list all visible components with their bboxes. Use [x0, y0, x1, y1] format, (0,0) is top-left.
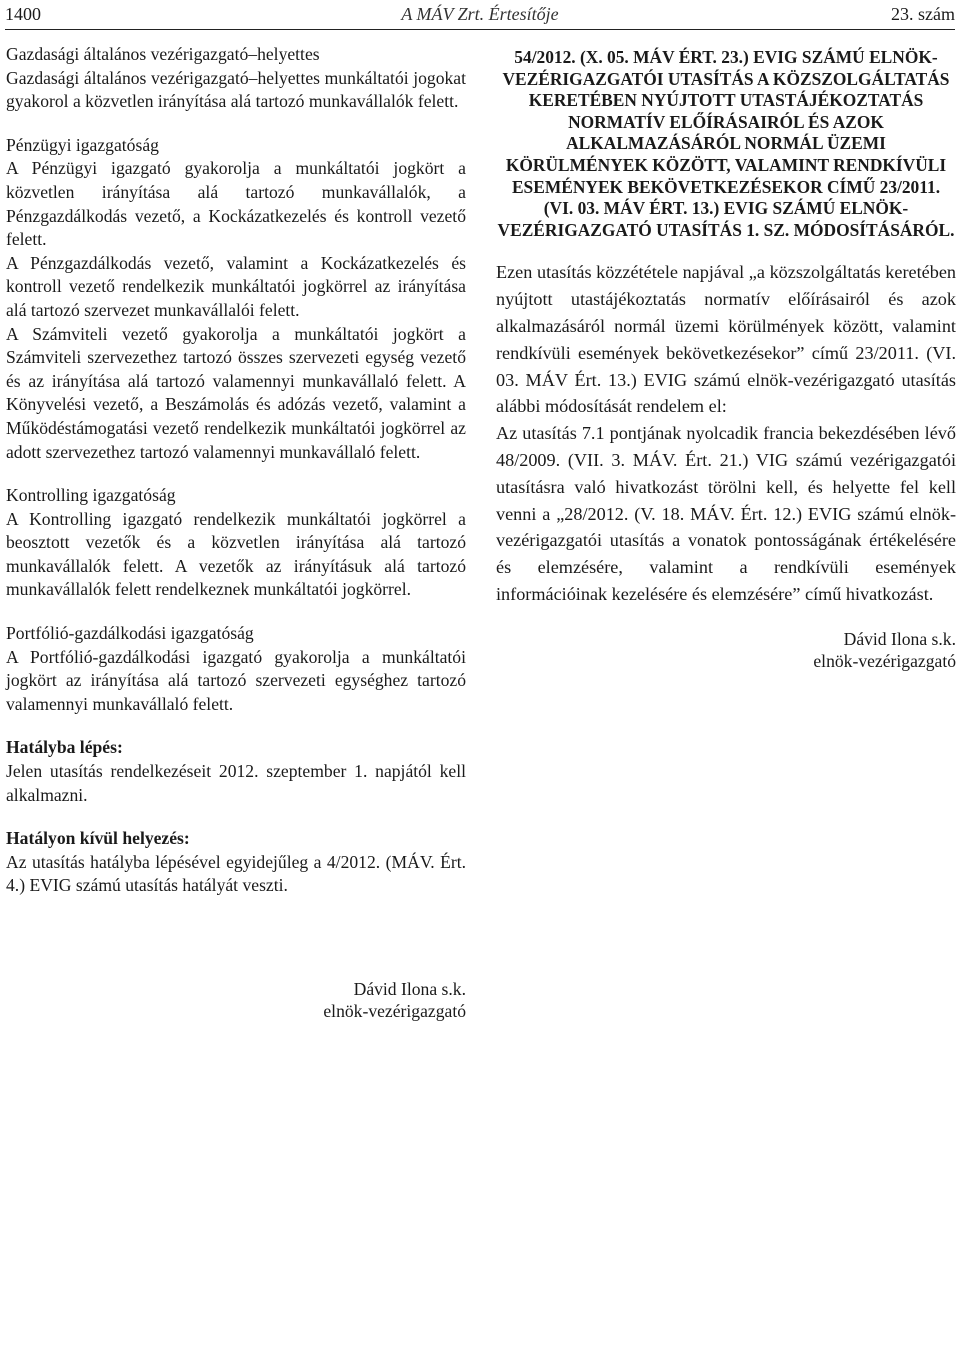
- signatory-title: elnök-vezérigazgató: [323, 1001, 466, 1021]
- signature-block: [496, 628, 956, 672]
- left-column: [6, 43, 466, 1022]
- section-title: Gazdasági általános vezérigazgató–helyettes: [6, 44, 320, 64]
- header-rule: [5, 29, 955, 30]
- section-portfolio-directorate: [6, 622, 466, 716]
- paragraph: A Kontrolling igazgató rendelkezik munkáltatói jogkörrel a beosztott vezetők és a közvetlen irányítása alá tartozó munkavállalók felett. A vezetők az irányításuk alá tartozó munkavállalók felett rendelkeznek munkáltatói jogkörrel.: [6, 508, 466, 600]
- signatory-name: Dávid Ilona s.k.: [353, 979, 466, 999]
- instruction-heading: 54/2012. (X. 05. MÁV ÉRT. 23.) EVIG SZÁMÚ ELNÖK-VEZÉRIGAZGATÓI UTASÍTÁS A KÖZSZOLGÁLTATÁS KERETÉBEN NYÚJTOTT UTASTÁJÉKOZTATÁS NORMATÍV ELŐÍRÁSAIRÓL ÉS AZOK ALKALMAZÁSÁRÓL NORMÁL ÜZEMI KÖRÜLMÉNYEK KÖZÖTT, VALAMINT RENDKÍVÜLI ESEMÉNYEK BEKÖVETKEZÉSEKOR CÍMŰ 23/2011. (VI. 03. MÁV ÉRT. 13.) EVIG SZÁMÚ ELNÖK-VEZÉRIGAZGATÓ UTASÍTÁS 1. SZ. MÓDOSÍTÁSÁRÓL.: [497, 47, 955, 240]
- section-finance-directorate: [6, 134, 466, 464]
- paragraph: Az utasítás hatályba lépésével egyidejűleg a 4/2012. (MÁV. Ért. 4.) EVIG számú utasítás hatályát veszti.: [6, 851, 466, 896]
- signatory-title: elnök-vezérigazgató: [813, 650, 956, 671]
- section-title: Kontrolling igazgatóság: [6, 485, 176, 506]
- paragraph: Az utasítás 7.1 pontjának nyolcadik francia bekezdésében lévő 48/2009. (VII. 3. MÁV. Ért. 21.) VIG számú vezérigazgatói utasításra való hivatkozást törölni kell, és helyette fel kell venni a „28/2012. (V. 18. MÁV. Ért. 12.) EVIG számú elnök-vezérigazgatói utasítás a vonatok pontosságának értékelésére és elemzésére, valamint a rendkívüli események információinak kezelésére és elemzésére” című hivatkozást.: [496, 423, 956, 604]
- paragraph: Ezen utasítás közzététele napjával „a közszolgáltatás keretében nyújtott utastájékoztatás normatív előírásairól és azok alkalmazásáról normál üzemi körülmények között, valamint rendkívüli események bekövetkezésekor” című 23/2011. (VI. 03. MÁV Ért. 13.) EVIG számú elnök-vezérigazgató utasítás alábbi módosítását rendelem el:: [496, 262, 956, 417]
- paragraph: A Pénzgazdálkodás vezető, valamint a Kockázatkezelés és kontroll vezető rendelkezik munkáltatói jogkörrel az irányítása alá tartozó szervezet munkavállalói felett.: [6, 252, 466, 320]
- repeal-heading: Hatályon kívül helyezés:: [6, 828, 190, 849]
- journal-title: A MÁV Zrt. Értesítője: [401, 4, 559, 24]
- paragraph: A Pénzügyi igazgató gyakorolja a munkáltatói jogkört a közvetlen irányítása alá tartozó munkavállalók, a Pénzgazdálkodás vezető, a Kockázatkezelés és kontroll vezető felett.: [6, 158, 466, 250]
- entry-into-force-heading: Hatályba lépés:: [6, 737, 123, 758]
- section-repeal: [6, 827, 466, 898]
- signatory-name: Dávid Ilona s.k.: [843, 628, 956, 649]
- paragraph: A Számviteli vezető gyakorolja a munkáltatói jogkört a Számviteli szervezethez tartozó összes szervezeti egység vezető és az irányítása alá tartozó valamennyi munkavállaló felett. A Könyvelési vezető, a Beszámolás és adózás vezető, valamint a Működéstámogatási vezető rendelkezik munkáltatói jogkörrel az adott szervezethez tartozó valamennyi munkavállaló felett.: [6, 323, 466, 462]
- section-entry-into-force: [6, 736, 466, 807]
- instruction-body: [496, 259, 956, 607]
- section-title: Portfólió-gazdálkodási igazgatóság: [6, 623, 254, 644]
- paragraph: Gazdasági általános vezérigazgató–helyettes munkáltatói jogokat gyakorol a közvetlen irányítása alá tartozó munkavállalók felett.: [6, 67, 466, 112]
- section-title: Pénzügyi igazgatóság: [6, 134, 159, 155]
- right-column: [496, 43, 956, 672]
- signature-block: [6, 978, 466, 1022]
- page-header: [5, 0, 955, 30]
- page-number: 1400: [5, 4, 41, 24]
- section-general-deputy: [6, 43, 466, 114]
- section-controlling-directorate: [6, 484, 466, 602]
- paragraph: Jelen utasítás rendelkezéseit 2012. szeptember 1. napjától kell alkalmazni.: [6, 761, 466, 805]
- paragraph: A Portfólió-gazdálkodási igazgató gyakorolja a munkáltatói jogkört az irányítása alá tartozó szervezeti egységhez tartozó valamennyi munkavállaló felett.: [6, 646, 466, 714]
- issue-number: 23. szám: [891, 4, 955, 24]
